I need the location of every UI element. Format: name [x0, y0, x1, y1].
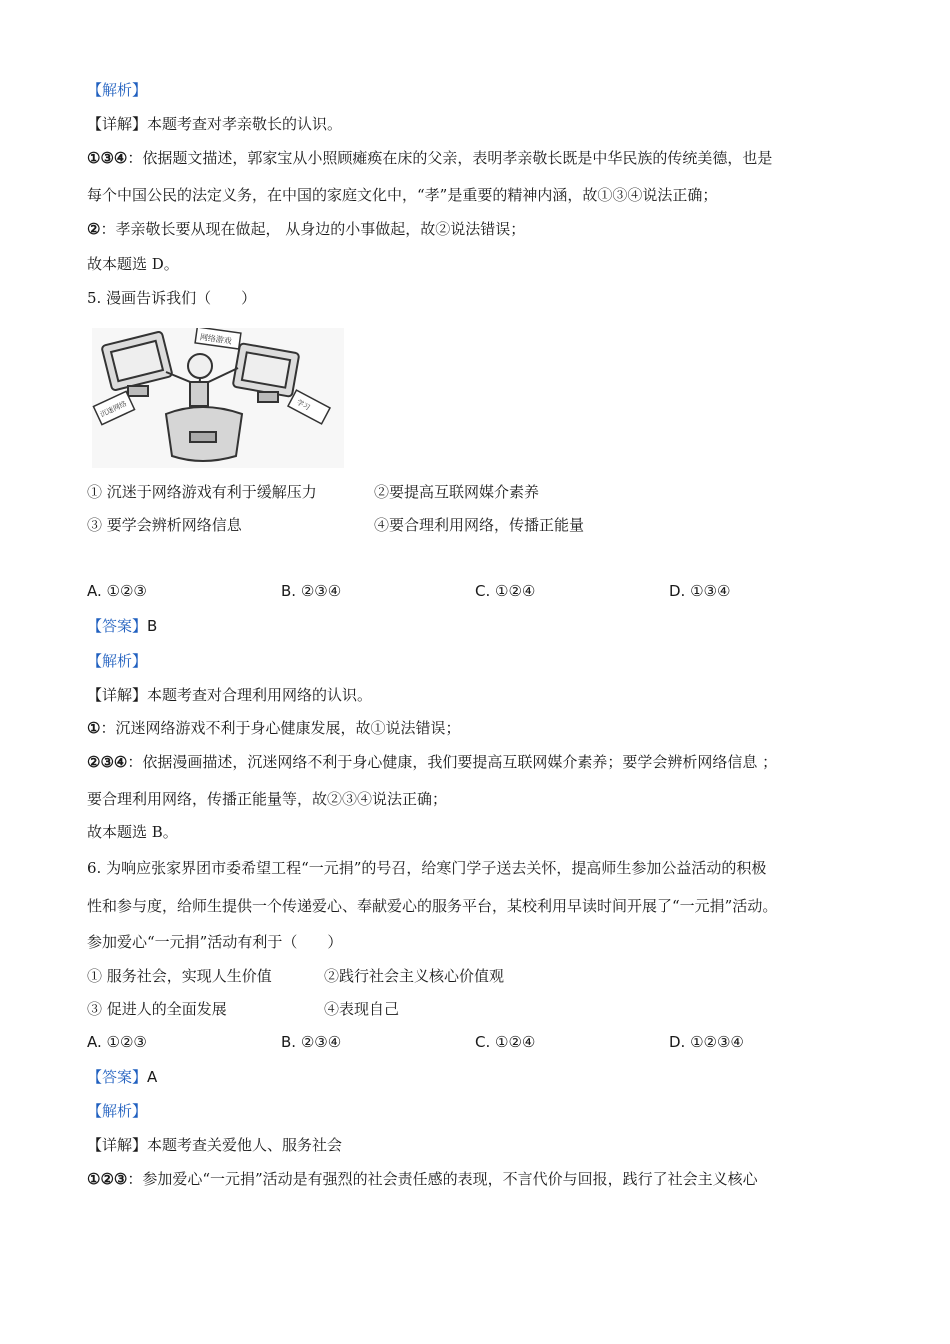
- conclusion-line: 故本题选 B。: [87, 823, 178, 841]
- explanation-line: [87, 148, 772, 168]
- option-1: ① 服务社会，实现人生价值: [87, 967, 272, 985]
- explanation-text: ：沉迷网络游戏不利于身心健康发展，故①说法错误；: [100, 719, 461, 737]
- option-4: ④要合理利用网络，传播正能量: [374, 516, 585, 534]
- answer-value: A: [147, 1068, 158, 1086]
- choice-c: C. ①②④: [475, 1033, 536, 1051]
- explanation-line: [87, 1169, 758, 1189]
- cartoon-image: [92, 328, 344, 468]
- detail-tag: 【详解】: [87, 1136, 148, 1154]
- detail-line: [87, 1135, 342, 1155]
- explanation-text: ：依据题文描述，郭家宝从小照顾瘫痪在床的父亲，表明孝亲敬长既是中华民族的传统美德，也是: [127, 149, 773, 167]
- choice-c: C. ①②④: [475, 582, 536, 600]
- choice-d: D. ①②③④: [669, 1033, 744, 1051]
- option-1: ① 沉迷于网络游戏有利于缓解压力: [87, 483, 317, 501]
- bottom-monitor-figure: [166, 407, 242, 461]
- choice-a: A. ①②③: [87, 582, 147, 600]
- question-stem: 6. 为响应张家界团市委希望工程“一元捐”的号召，给寒门学子送去关怀，提高师生参加公益活动的积极: [87, 859, 767, 877]
- choice-b: B. ②③④: [281, 582, 342, 600]
- option-3: ③ 促进人的全面发展: [87, 1000, 227, 1018]
- choice-a: A. ①②③: [87, 1033, 147, 1051]
- answer-value: B: [147, 617, 158, 635]
- choice-b: B. ②③④: [281, 1033, 342, 1051]
- explanation-text: ：孝亲敬长要从现在做起， 从身边的小事做起，故②说法错误；: [100, 220, 526, 238]
- explanation-text: ：依据漫画描述，沉迷网络不利于身心健康，我们要提高互联网媒介素养；要学会辨析网络信息 ；: [127, 753, 778, 771]
- detail-line: [87, 114, 342, 134]
- explanation-line: [87, 219, 525, 239]
- detail-tag: 【详解】: [87, 686, 148, 704]
- item-numbers: ②: [87, 220, 101, 238]
- item-numbers: ②③④: [87, 753, 128, 771]
- explanation-text: ：参加爱心“一元捐”活动是有强烈的社会责任感的表现，不言代价与回报，践行了社会主义核心: [127, 1170, 758, 1188]
- explanation-line: 要合理利用网络，传播正能量等，故②③④说法正确；: [87, 790, 448, 808]
- detail-text: 本题考查对孝亲敬长的认识。: [147, 115, 343, 133]
- detail-tag: 【详解】: [87, 115, 148, 133]
- question-stem: 参加爱心“一元捐”活动有利于（ ）: [87, 933, 343, 951]
- option-3: ③ 要学会辨析网络信息: [87, 516, 242, 534]
- explanation-line: [87, 752, 777, 772]
- detail-text: 本题考查关爱他人、服务社会: [147, 1136, 343, 1154]
- explanation-line: [87, 718, 460, 738]
- question-stem: 5. 漫画告诉我们（ ）: [87, 289, 257, 307]
- detail-line: [87, 685, 372, 705]
- option-4: ④表现自己: [324, 1000, 400, 1018]
- banner-left-text: 沉迷网络: [99, 399, 128, 419]
- item-numbers: ①②③: [87, 1170, 128, 1188]
- answer-tag: 【答案】: [87, 1068, 148, 1086]
- option-2: ②践行社会主义核心价值观: [324, 967, 505, 985]
- analysis-tag: 【解析】: [87, 81, 148, 99]
- answer-line: [87, 1067, 157, 1087]
- answer-tag: 【答案】: [87, 617, 148, 635]
- answer-line: [87, 616, 157, 636]
- analysis-tag: 【解析】: [87, 1102, 148, 1120]
- option-2: ②要提高互联网媒介素养: [374, 483, 540, 501]
- item-numbers: ①: [87, 719, 101, 737]
- analysis-tag: 【解析】: [87, 652, 148, 670]
- banner-top-text: 网络游戏: [199, 332, 233, 346]
- conclusion-line: 故本题选 D。: [87, 255, 179, 273]
- question-stem: 性和参与度，给师生提供一个传递爱心、奉献爱心的服务平台，某校利用早读时间开展了“一元捐”活动。: [87, 897, 778, 915]
- explanation-line: 每个中国公民的法定义务，在中国的家庭文化中，“孝”是重要的精神内涵，故①③④说法正确；: [87, 186, 718, 204]
- choice-d: D. ①③④: [669, 582, 731, 600]
- banner-right-text: 学习: [295, 398, 312, 412]
- item-numbers: ①③④: [87, 149, 128, 167]
- detail-text: 本题考查对合理利用网络的认识。: [147, 686, 373, 704]
